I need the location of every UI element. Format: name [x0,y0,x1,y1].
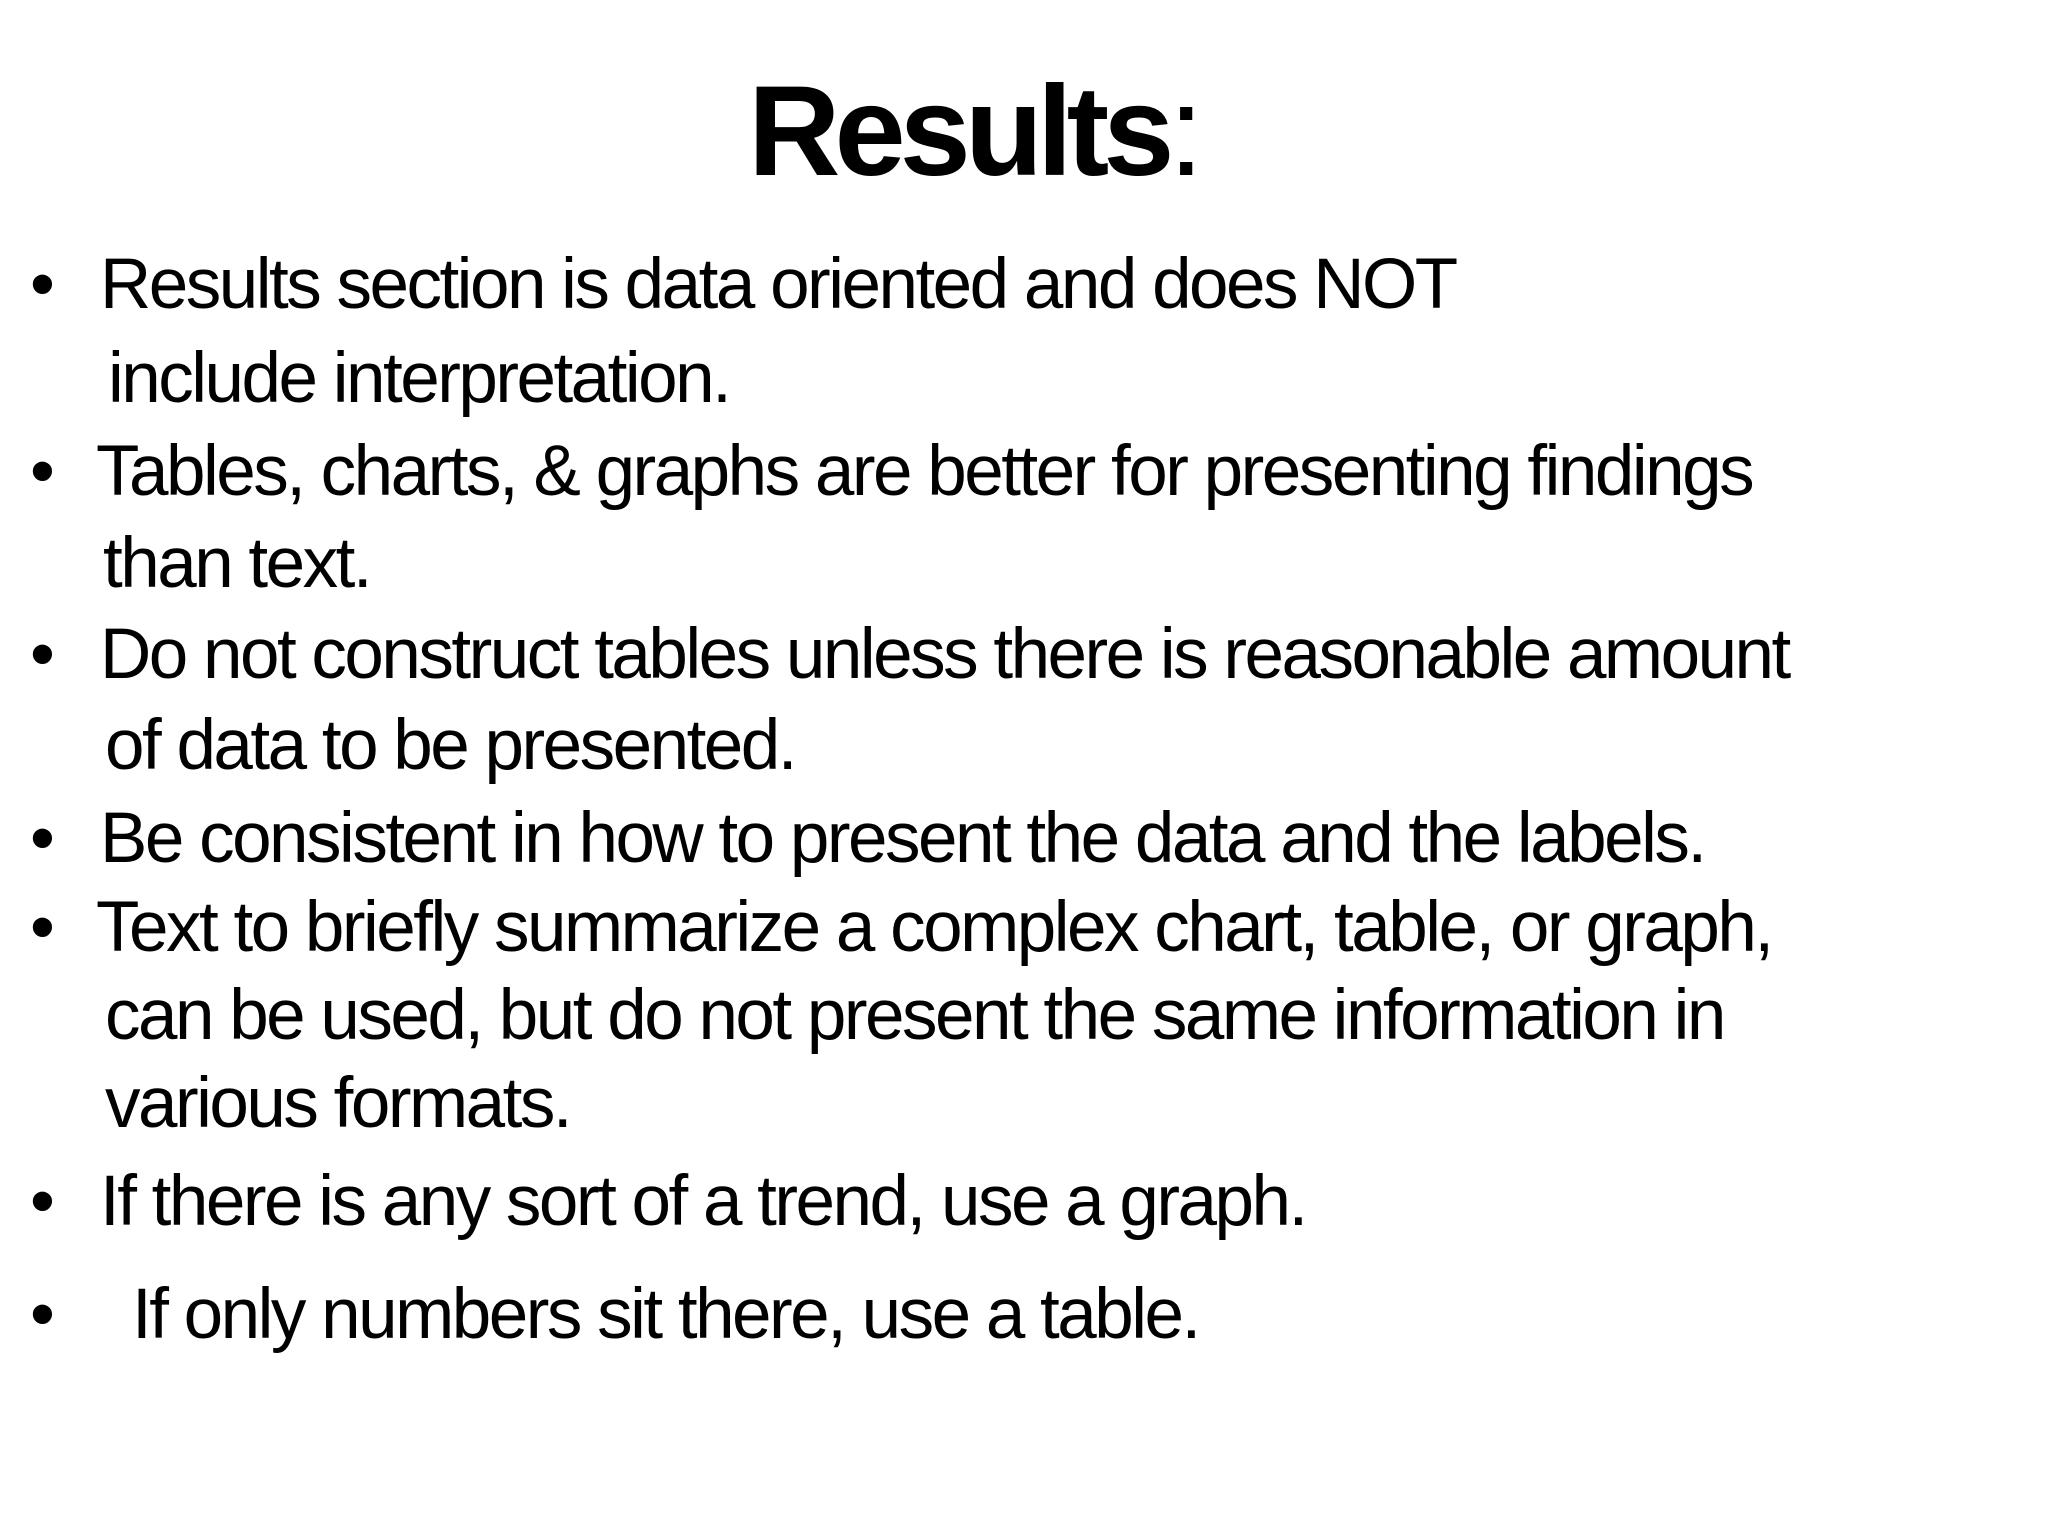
bullet-text-line: Tables, charts, & graphs are better for presenting findings [96,432,1753,511]
bullet-text-line: Text to briefly summarize a complex chart, table, or graph, [96,888,1772,967]
bullet-text-line: various formats. [105,1064,571,1143]
bullet-text-line: If there is any sort of a trend, use a graph. [100,1162,1306,1241]
bullet-text-line: include interpretation. [108,339,730,418]
bullet-marker: • [30,615,53,694]
bullet-marker: • [30,245,53,324]
bullet-marker: • [30,799,53,878]
slide-title-text: Results [748,60,1169,203]
bullet-text-line: of data to be presented. [105,706,796,785]
slide-title-colon: : [1168,60,1204,203]
bullet-text-line: can be used, but do not present the same information in [105,976,1724,1055]
bullet-marker: • [30,1162,53,1241]
bullet-text-line: Be consistent in how to present the data and the labels. [100,799,1705,878]
bullet-text-line: Do not construct tables unless there is reasonable amount [100,615,1789,694]
bullet-text-line: If only numbers sit there, use a table. [132,1275,1199,1354]
bullet-text-line: Results section is data oriented and does NOT [100,245,1456,324]
bullet-marker: • [30,888,53,967]
bullet-text-line: than text. [103,524,371,603]
bullet-marker: • [30,1275,53,1354]
slide-title [0,62,1952,202]
bullet-marker: • [30,432,53,511]
